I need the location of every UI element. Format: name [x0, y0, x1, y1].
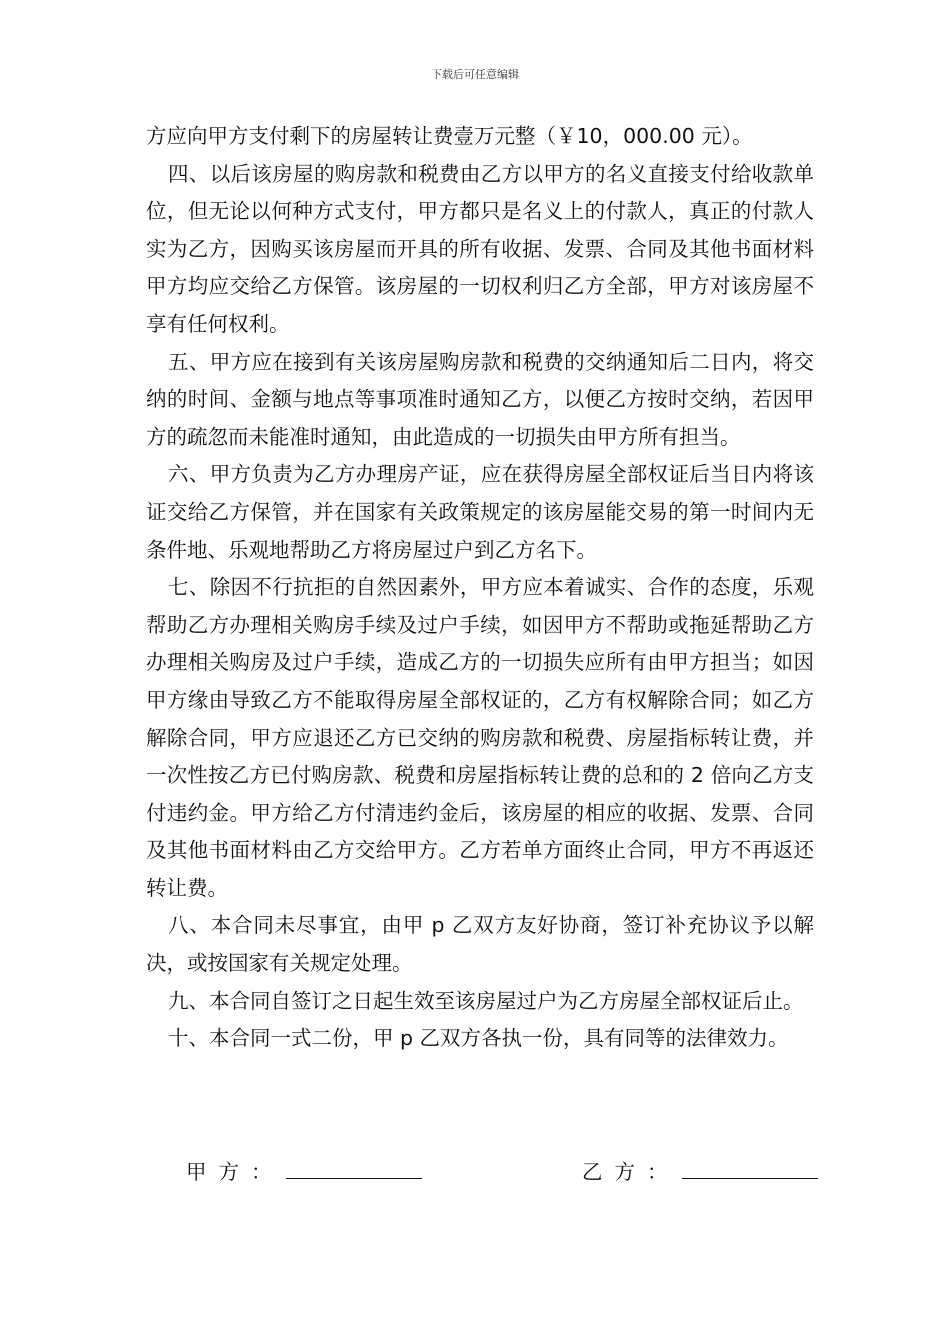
party-a-label: 甲方： [186, 1160, 284, 1184]
clause-6: 六、甲方负责为乙方办理房产证，应在获得房屋全部权证后当日内将该证交给乙方保管，并在国家有关政策规定的该房屋能交易的第一时间内无条件地、乐观地帮助乙方将房屋过户到乙方名下。 [146, 462, 814, 562]
contract-body [146, 118, 814, 1058]
party-b-signature-line [682, 1152, 818, 1179]
clause-7: 七、除因不行抗拒的自然因素外，甲方应本着诚实、合作的态度，乐观帮助乙方办理相关购房手续及过户手续，如因甲方不帮助或拖延帮助乙方办理相关购房及过户手续，造成乙方的一切损失应所有由甲方担当；如因甲方缘由导致乙方不能取得房屋全部权证的，乙方有权解除合同；如乙方解除合同，甲方应退还乙方已交纳的购房款和税费、房屋指标转让费，并一次性按乙方已付购房款、税费和房屋指标转让费的总和的 2 倍向乙方支付违约金。甲方给乙方付清违约金后，该房屋的相应的收据、发票、合同及其他书面材料由乙方交给甲方。乙方若单方面终止合同，甲方不再返还转让费。 [146, 575, 814, 900]
party-b-label: 乙方： [582, 1160, 680, 1184]
party-b-signature [582, 1152, 818, 1192]
clause-9: 九、本合同自签订之日起生效至该房屋过户为乙方房屋全部权证后止。 [168, 988, 804, 1013]
party-a-signature [186, 1152, 422, 1192]
paragraph-continuation: 方应向甲方支付剩下的房屋转让费壹万元整（￥10，000.00 元）。 [146, 124, 753, 148]
signature-row [0, 1152, 950, 1192]
clause-4: 四、以后该房屋的购房款和税费由乙方以甲方的名义直接支付给收款单位，但无论以何种方式支付，甲方都只是名义上的付款人，真正的付款人实为乙方，因购买该房屋而开具的所有收据、发票、合同及其他书面材料甲方均应交给乙方保管。该房屋的一切权利归乙方全部，甲方对该房屋不享有任何权利。 [146, 161, 814, 336]
clause-10: 十、本合同一式二份，甲 p 乙双方各执一份，具有同等的法律效力。 [168, 1026, 789, 1051]
clause-8: 八、本合同未尽事宜，由甲 p 乙双方友好协商，签订补充协议予以解决，或按国家有关规定处理。 [146, 913, 814, 976]
page-header: 下载后可任意编辑 [431, 68, 519, 81]
clause-5: 五、甲方应在接到有关该房屋购房款和税费的交纳通知后二日内，将交纳的时间、金额与地点等事项准时通知乙方，以便乙方按时交纳，若因甲方的疏忽而未能准时通知，由此造成的一切损失由甲方所有担当。 [146, 349, 814, 449]
party-a-signature-line [286, 1152, 422, 1179]
